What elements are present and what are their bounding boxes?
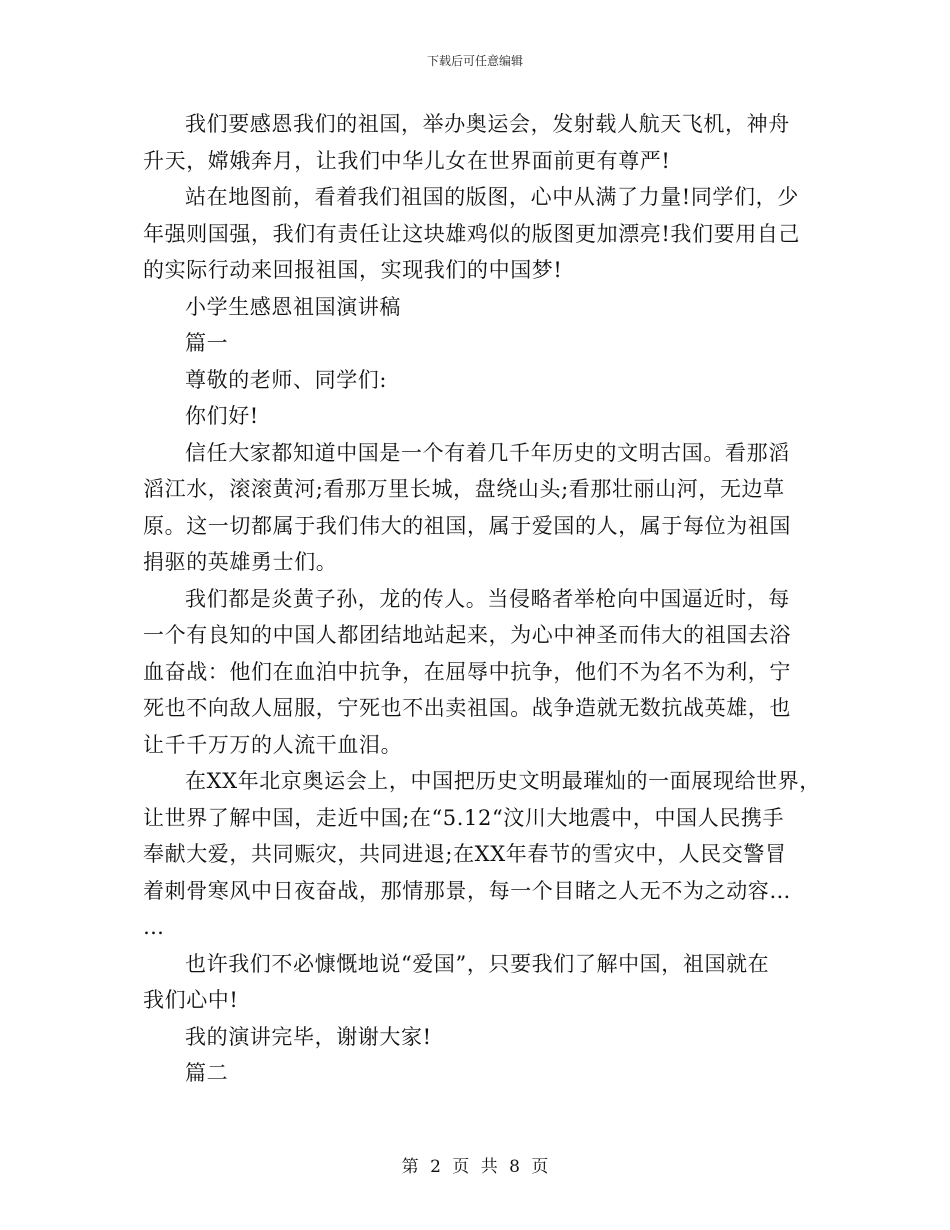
paragraph-descendants: 我们都是炎黄子孙，龙的传人。当侵略者举枪向中国逼近时，每 一个有良知的中国人都团结地站起来，为心中神圣而伟大的祖国去浴 血奋战：他们在血泊中抗争，在屈辱中抗争，他们不为名不为利，宁 死也不向敌人屈服，宁死也不出卖祖国。战争造就无数抗战英雄，也 让千千万万的人流干血泪。 [143, 586, 791, 757]
part-one-heading: 篇一 [185, 331, 229, 355]
paragraph-map: 站在地图前，看着我们祖国的版图，心中从满了力量!同学们，少 年强则国强，我们有责任让这块雄鸡似的版图更加漂亮!我们要用自己 的实际行动来回报祖国，实现我们的中国梦! [143, 185, 801, 282]
salutation: 尊敬的老师、同学们: [185, 367, 388, 392]
section-title: 小学生感恩祖国演讲稿 [185, 294, 401, 319]
paragraph-civilization: 信任大家都知道中国是一个有着几千年历史的文明古国。看那滔 滔江水，滚滚黄河;看那万里长城，盘绕山头;看那壮丽山河，无边草 原。这一切都属于我们伟大的祖国，属于爱国的人，属于每位为祖国 捐驱的英雄勇士们。 [143, 440, 791, 574]
page-number: 第 2 页 共 8 页 [401, 1157, 549, 1177]
greeting: 你们好! [185, 404, 259, 428]
paragraph-patriotism: 也许我们不必慷慨地说“爱国”，只要我们了解中国，祖国就在 我们心中! [143, 951, 770, 1012]
document-body [143, 106, 823, 1092]
paragraph-gratitude: 我们要感恩我们的祖国，举办奥运会，发射载人航天飞机，神舟 升天，嫦娥奔月，让我们中华儿女在世界面前更有尊严! [143, 112, 790, 173]
page-header-note: 下载后可任意编辑 [426, 54, 523, 68]
part-two-heading: 篇二 [185, 1061, 229, 1085]
closing-thanks: 我的演讲完毕，谢谢大家! [185, 1024, 432, 1049]
paragraph-olympics: 在XX年北京奥运会上，中国把历史文明最璀灿的一面展现给世界， 让世界了解中国，走近中国;在“5.12“汶川大地震中，中国人民携手 奉献大爱，共同赈灾，共同进退;在XX年春节的雪灾中，人民交警冒 着刺骨寒风中日夜奋战，那情那景，每一个目睹之人无不为之动容… … [143, 769, 821, 939]
